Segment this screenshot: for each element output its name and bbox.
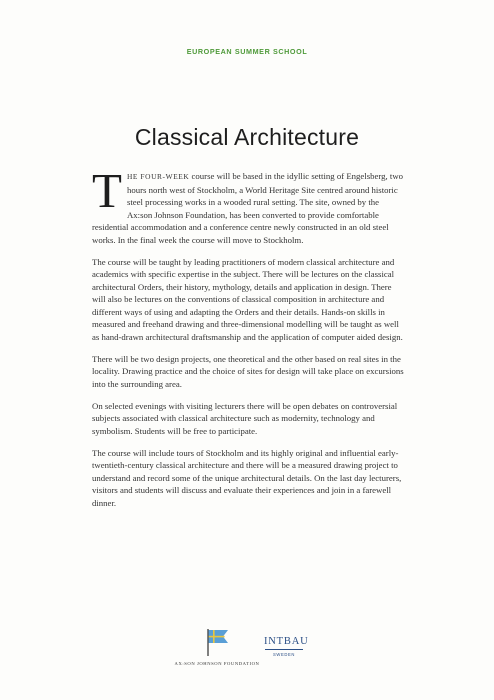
axson-johnson-logo [172, 627, 262, 666]
section-kicker: EUROPEAN SUMMER SCHOOL [186, 47, 308, 56]
article-body [92, 163, 404, 519]
footer-logos [0, 627, 494, 677]
intbau-logo [264, 636, 309, 657]
axson-johnson-caption: AX:SON JOHNSON FOUNDATION [174, 661, 260, 666]
intro-smallcaps: HE FOUR-WEEK [126, 172, 190, 181]
intbau-divider [265, 649, 303, 650]
paragraph-debates: On selected evenings with visiting lecturers there will be open debates on controversial subjects associated with classical architecture such as modernity, technology and symbolism. Students will be free to participate. [92, 400, 398, 436]
paragraph-tours: The course will include tours of Stockholm and its highly original and influential early-twentieth-century classical architecture and there will be a measured drawing project to understand and record some of the unique architectural details. On the last day lecturers, visitors and students will discuss and evaluate their experiences and join in a farewell dinner. [92, 447, 402, 508]
intbau-country: SWEDEN [273, 651, 295, 657]
flag-icon [204, 627, 230, 657]
paragraph-teaching: The course will be taught by leading practitioners of modern classical architecture and academics with specific expertise in the subject. There will be lectures on the classical architectural Orders, their history, mythology, details and application in design. There will also be lectures on the conventions of classical composition in architecture and different ways of using and adapting the Orders and their details. Hands-on skills in measured and freehand drawing and three-dimensional modelling will be taught as well as hand-drawn architectural draftsmanship and the application of computer aided design. [92, 256, 403, 342]
page-title: Classical Architecture [134, 124, 360, 150]
drop-cap: T [92, 163, 122, 218]
intro-text: course will be based in the idyllic setting of Engelsberg, two hours north west of Stockholm, a World Heritage Site centred around historic steel processing works in a wooded rural setting. The site, owned by the Ax:son Johnson Foundation, has been converted to provide comfortable residential accommodation and a conference centre newly constructed in an old steel works. In the final week the course will move to Stockholm. [92, 171, 404, 245]
paragraph-projects: There will be two design projects, one theoretical and the other based on real sites in the locality. Drawing practice and the choice of sites for design will take place on excursions into the surrounding area. [92, 353, 404, 389]
intbau-wordmark: INTBAU [264, 636, 309, 647]
paragraph-intro [92, 163, 404, 246]
